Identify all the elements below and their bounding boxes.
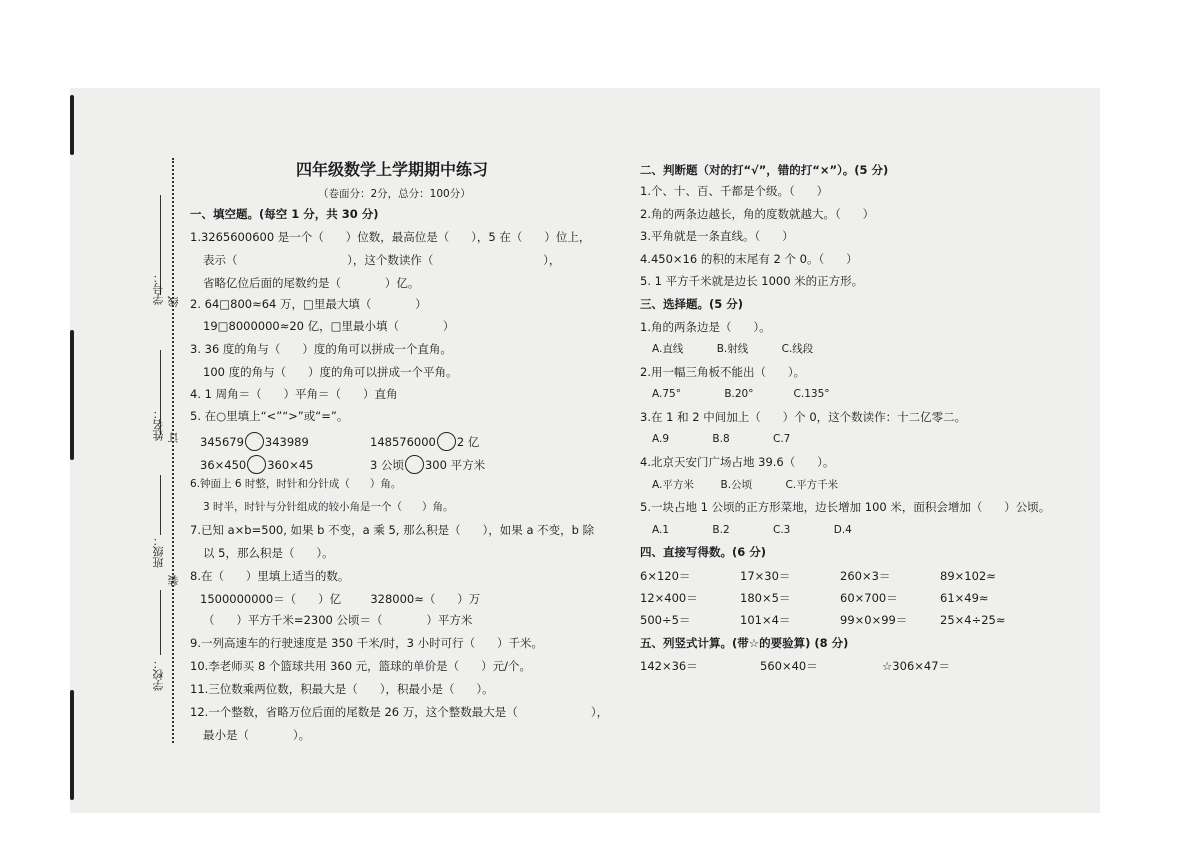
calc-item: 25×4÷25≈: [940, 613, 1006, 627]
compare-left: 345679: [200, 435, 244, 449]
page-title: 四年级数学上学期期中练习: [296, 160, 489, 179]
question-text: 1500000000＝（ ）亿 328000≈（ ）万: [200, 592, 481, 606]
compare-right: 2 亿: [456, 435, 480, 449]
compare-row: [370, 432, 479, 451]
name-label: 姓名：: [152, 408, 165, 441]
calc-item: 99×0×99＝: [840, 613, 908, 627]
school-label: 学校：: [152, 658, 165, 691]
choice-options: A.75° B.20° C.135°: [652, 388, 830, 400]
choice-options: A.直线 B.射线 C.线段: [652, 343, 814, 355]
compare-left: 148576000: [370, 435, 436, 449]
calc-item: 260×3＝: [840, 569, 891, 583]
question-text: 3 时半，时针与分针组成的较小角是一个（ ）角。: [203, 501, 454, 513]
calc-item: 61×49≈: [940, 591, 989, 605]
binding-staple-mark: 订: [167, 432, 180, 443]
class-label: 班级：: [152, 535, 165, 568]
student-id-label: 学号：: [152, 272, 165, 305]
scan-edge: [70, 330, 74, 460]
calc-item: 500÷5＝: [640, 613, 691, 627]
calc-item: 101×4＝: [740, 613, 791, 627]
question-text: 5. 在○里填上“<”“>”或“=”。: [190, 409, 349, 423]
compare-circle[interactable]: [247, 455, 266, 474]
question-text: 最小是（ ）。: [203, 728, 311, 742]
compare-circle[interactable]: [405, 455, 424, 474]
choice-question: 4.北京天安门广场占地 39.6（ ）。: [640, 455, 835, 469]
question-text: 表示（ ），这个数读作（ ），: [203, 253, 561, 267]
judge-item: 2.角的两条边越长，角的度数就越大。（ ）: [640, 207, 875, 221]
binding-install-mark: 装: [167, 575, 180, 586]
binding-dotted-line: [172, 158, 174, 743]
compare-right: 360×45: [267, 458, 314, 472]
question-text: 12.一个整数，省略万位后面的尾数是 26 万，这个整数最大是（ ），: [190, 705, 609, 719]
calc-item: 180×5＝: [740, 591, 791, 605]
question-text: 11.三位数乘两位数，积最大是（ ），积最小是（ ）。: [190, 682, 494, 696]
question-text: 以 5，那么积是（ ）。: [203, 546, 334, 560]
calc-item: 89×102≈: [940, 569, 996, 583]
judge-item: 4.450×16 的积的末尾有 2 个 0。（ ）: [640, 252, 858, 266]
judge-item: 3.平角就是一条直线。（ ）: [640, 229, 794, 243]
vertical-calc-item: ☆306×47＝: [882, 659, 951, 673]
choice-options: A.1 B.2 C.3 D.4: [652, 524, 852, 536]
section-2-heading: 二、判断题（对的打“√”，错的打“×”）。(5 分): [640, 163, 889, 177]
judge-item: 5. 1 平方千米就是边长 1000 米的正方形。: [640, 274, 864, 288]
question-text: 6.钟面上 6 时整，时针和分针成（ ）角。: [190, 478, 402, 490]
choice-question: 2.用一幅三角板不能出（ ）。: [640, 365, 806, 379]
question-text: 8.在（ ）里填上适当的数。: [190, 569, 350, 583]
choice-question: 5.一块占地 1 公顷的正方形菜地，边长增加 100 米，面积会增加（ ）公顷。: [640, 500, 1051, 514]
compare-circle[interactable]: [245, 432, 264, 451]
choice-options: A.9 B.8 C.7: [652, 433, 791, 445]
question-text: 2. 64□800≈64 万，□里最大填（ ）: [190, 297, 427, 311]
fill-line: [160, 475, 161, 535]
calc-item: 60×700＝: [840, 591, 898, 605]
choice-question: 3.在 1 和 2 中间加上（ ）个 0，这个数读作：十二亿零二。: [640, 410, 967, 424]
question-text: 1.3265600600 是一个（ ）位数，最高位是（ ），5 在（ ）位上，: [190, 230, 591, 244]
section-4-heading: 四、直接写得数。(6 分): [640, 545, 767, 559]
question-text: 4. 1 周角＝（ ）平角＝（ ）直角: [190, 387, 398, 401]
question-text: 9.一列高速车的行驶速度是 350 千米/时，3 小时可行（ ）千米。: [190, 636, 544, 650]
scan-edge: [70, 95, 74, 155]
question-text: 19□8000000≈20 亿，□里最小填（ ）: [203, 319, 455, 333]
question-text: （ ）平方千米=2300 公顷＝（ ）平方米: [203, 613, 473, 627]
question-text: 100 度的角与（ ）度的角可以拼成一个平角。: [203, 365, 458, 379]
compare-row: [200, 432, 309, 451]
compare-right: 343989: [264, 435, 309, 449]
choice-options: A.平方米 B.公顷 C.平方千米: [652, 479, 839, 491]
calc-item: 17×30＝: [740, 569, 791, 583]
compare-right: 300 平方米: [424, 458, 486, 472]
vertical-calc-item: 142×36＝: [640, 659, 698, 673]
question-text: 7.已知 a×b=500, 如果 b 不变，a 乘 5, 那么积是（ ），如果 a 不变，b 除: [190, 523, 595, 537]
page-subtitle: （卷面分：2分，总分：100分）: [318, 188, 471, 200]
choice-question: 1.角的两条边是（ ）。: [640, 320, 771, 334]
fill-line: [160, 590, 161, 655]
compare-circle[interactable]: [437, 432, 456, 451]
question-text: 10.李老师买 8 个篮球共用 360 元，篮球的单价是（ ）元/个。: [190, 659, 531, 673]
question-text: 省略亿位后面的尾数约是（ ）亿。: [203, 276, 420, 290]
calc-item: 6×120＝: [640, 569, 691, 583]
binding-line-mark: 线: [167, 296, 180, 307]
compare-left: 3 公顷: [370, 458, 404, 472]
vertical-calc-item: 560×40＝: [760, 659, 818, 673]
section-5-heading: 五、列竖式计算。(带☆的要验算) (8 分): [640, 636, 849, 650]
judge-item: 1.个、十、百、千都是个级。（ ）: [640, 184, 829, 198]
scan-edge: [70, 690, 74, 800]
compare-row: [200, 455, 313, 474]
compare-row: [370, 455, 485, 474]
section-3-heading: 三、选择题。(5 分): [640, 297, 744, 311]
question-text: 3. 36 度的角与（ ）度的角可以拼成一个直角。: [190, 342, 452, 356]
calc-item: 12×400＝: [640, 591, 698, 605]
section-1-heading: 一、填空题。(每空 1 分，共 30 分): [190, 207, 379, 221]
compare-left: 36×450: [200, 458, 247, 472]
